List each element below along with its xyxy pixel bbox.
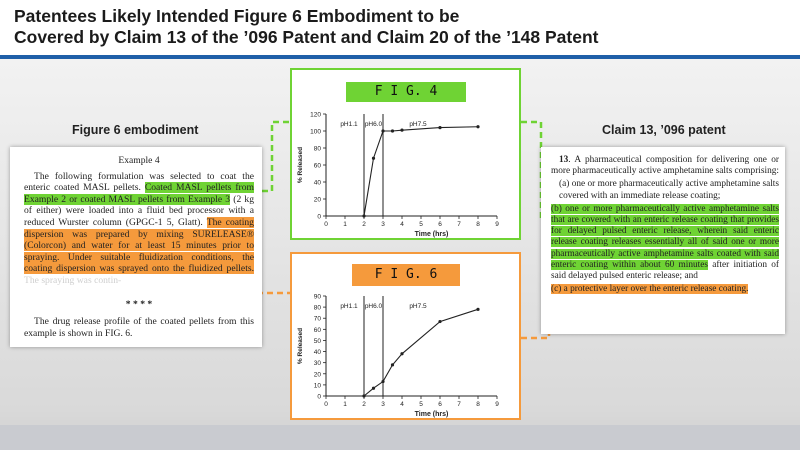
right-document bbox=[541, 147, 785, 334]
y-tick-label: 0 bbox=[317, 393, 321, 401]
section-break-stars: * * * * bbox=[125, 298, 153, 310]
footer-band bbox=[0, 425, 800, 450]
right-heading: Claim 13, ’096 patent bbox=[602, 123, 726, 137]
data-point bbox=[362, 214, 365, 217]
x-tick-label: 7 bbox=[457, 401, 461, 408]
example-paragraph bbox=[24, 171, 254, 287]
claim-intro-text: . A pharmaceutical composition for delivering one or more pharmaceutically active amphetamine salts comprising: bbox=[551, 155, 779, 177]
x-tick-label: 9 bbox=[495, 221, 499, 228]
fig6-label: F I G. 6 bbox=[352, 264, 460, 286]
data-point bbox=[438, 320, 441, 323]
y-tick-label: 40 bbox=[313, 179, 321, 187]
x-tick-label: 1 bbox=[343, 221, 347, 228]
data-point bbox=[476, 125, 479, 128]
data-point bbox=[391, 363, 394, 366]
y-tick-label: 60 bbox=[313, 162, 321, 170]
example-title: Example 4 bbox=[118, 155, 160, 166]
y-tick-label: 30 bbox=[313, 360, 321, 368]
x-tick-label: 1 bbox=[343, 401, 347, 408]
slide-header bbox=[0, 0, 800, 58]
fig4-panel bbox=[290, 68, 521, 240]
claim-number: 13 bbox=[559, 155, 569, 165]
y-tick-label: 100 bbox=[310, 128, 321, 136]
y-tick-label: 80 bbox=[313, 145, 321, 153]
text-mid: (2 kg of either) were loaded into a fluid bed processor with a reduced Wurster column (GPGC-1 5, Glatt). bbox=[24, 193, 255, 228]
phase-label: pH1.1 bbox=[340, 303, 358, 310]
x-tick-label: 4 bbox=[400, 401, 404, 408]
text-intro: The following formulation was selected to coat the enteric coated MASL pellets. bbox=[24, 170, 254, 194]
x-tick-label: 0 bbox=[324, 401, 328, 408]
left-heading: Figure 6 embodiment bbox=[72, 123, 199, 137]
data-point bbox=[381, 129, 384, 132]
text-end: The drug release profile of the coated pellets from this example is shown in FIG. 6. bbox=[24, 316, 254, 339]
y-tick-label: 60 bbox=[313, 326, 321, 334]
fig6-chart bbox=[292, 290, 519, 418]
claim-intro bbox=[551, 155, 779, 177]
y-tick-label: 0 bbox=[317, 213, 321, 221]
x-tick-label: 7 bbox=[457, 221, 461, 228]
data-point bbox=[362, 394, 365, 397]
x-tick-label: 6 bbox=[438, 401, 442, 408]
y-tick-label: 90 bbox=[313, 293, 321, 301]
x-tick-label: 5 bbox=[419, 401, 423, 408]
clause-a: (a) one or more pharmaceutically active amphetamine salts covered with an immediate release coating; bbox=[559, 179, 779, 201]
left-document bbox=[10, 147, 262, 347]
fig4-chart bbox=[292, 108, 519, 238]
data-point bbox=[381, 380, 384, 383]
x-tick-label: 0 bbox=[324, 221, 328, 228]
x-tick-label: 4 bbox=[400, 221, 404, 228]
data-point bbox=[372, 157, 375, 160]
slide-title bbox=[14, 6, 599, 48]
x-tick-label: 2 bbox=[362, 401, 366, 408]
clause-c bbox=[551, 284, 779, 295]
highlight-orange-text: The coating dispersion was prepared by mixing SURELEASE® (Colorcon) and water for at least 15 minutes prior to spraying. Under suitable fluidization conditions, the coating dispersion was sprayed onto the fluidized pellets. bbox=[24, 216, 254, 275]
series-line bbox=[364, 127, 478, 216]
y-tick-label: 40 bbox=[313, 349, 321, 357]
x-axis-title: Time (hrs) bbox=[414, 411, 449, 418]
y-axis-title: % Released bbox=[297, 146, 304, 184]
y-tick-label: 70 bbox=[313, 315, 321, 323]
data-point bbox=[372, 387, 375, 390]
phase-label: pH7.5 bbox=[409, 303, 427, 310]
faded-text: The spraying was contin- bbox=[24, 274, 122, 286]
phase-label: pH6.0 bbox=[364, 303, 383, 310]
clause-c-highlight: (c) a protective layer over the enteric release coating. bbox=[551, 284, 749, 295]
x-tick-label: 8 bbox=[476, 401, 480, 408]
title-line-1: Patentees Likely Intended Figure 6 Embodiment to be bbox=[14, 6, 460, 26]
x-tick-label: 9 bbox=[495, 401, 499, 408]
x-tick-label: 5 bbox=[419, 221, 423, 228]
x-tick-label: 6 bbox=[438, 221, 442, 228]
data-point bbox=[438, 126, 441, 129]
clause-b bbox=[551, 204, 779, 282]
y-axis-title: % Released bbox=[297, 327, 304, 365]
data-point bbox=[400, 352, 403, 355]
x-tick-label: 8 bbox=[476, 221, 480, 228]
data-point bbox=[476, 308, 479, 311]
phase-label: pH1.1 bbox=[340, 121, 358, 128]
y-tick-label: 20 bbox=[313, 371, 321, 379]
x-tick-label: 2 bbox=[362, 221, 366, 228]
fig6-panel bbox=[290, 252, 521, 420]
title-line-2: Covered by Claim 13 of the ’096 Patent and Claim 20 of the ’148 Patent bbox=[14, 27, 599, 47]
y-tick-label: 10 bbox=[313, 382, 321, 390]
series-line bbox=[364, 309, 478, 396]
x-axis-title: Time (hrs) bbox=[414, 231, 449, 238]
clause-b-tail: after initiation of said delayed pulsed enteric release; and bbox=[551, 259, 779, 282]
y-tick-label: 120 bbox=[310, 111, 321, 119]
x-tick-label: 3 bbox=[381, 221, 385, 228]
y-tick-label: 20 bbox=[313, 196, 321, 204]
phase-label: pH7.5 bbox=[409, 121, 427, 128]
y-tick-label: 80 bbox=[313, 304, 321, 312]
data-point bbox=[391, 129, 394, 132]
clause-b-highlight: (b) one or more pharmaceutically active amphetamine salts that are covered with an enteric release coating that provides for delayed pulsed enteric release, wherein said enteric release coating releases essentially all of said one or more pharmaceutically active amphetamine salts coated with said enteric coating within about 60 minutes bbox=[551, 203, 779, 270]
phase-label: pH6.0 bbox=[364, 121, 383, 128]
fig4-label: F I G. 4 bbox=[346, 82, 466, 102]
x-tick-label: 3 bbox=[381, 401, 385, 408]
y-tick-label: 50 bbox=[313, 337, 321, 345]
data-point bbox=[400, 129, 403, 132]
highlight-green-text: Coated MASL pellets from Example 2 or coated MASL pellets from Example 3 bbox=[24, 182, 254, 205]
